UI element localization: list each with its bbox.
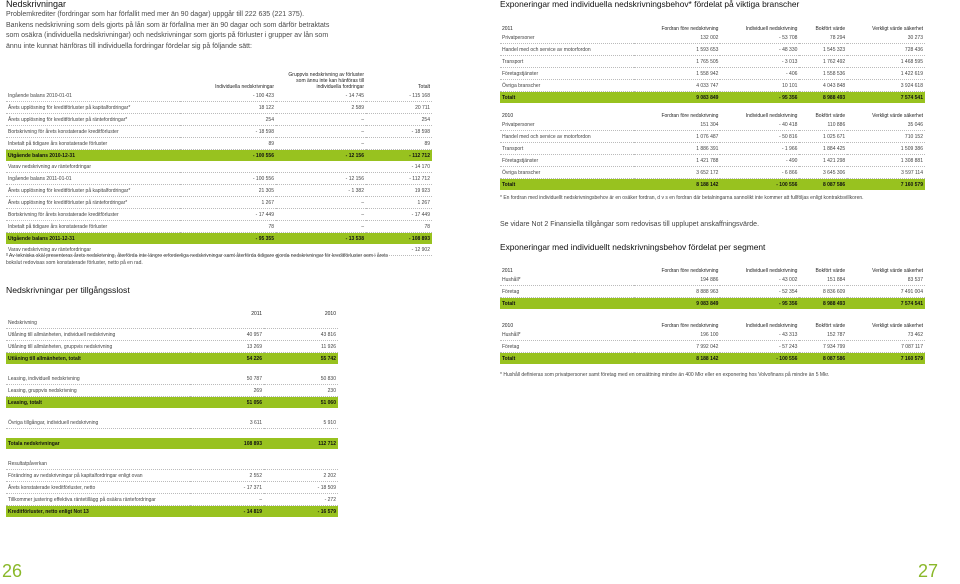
- table-cell: Bortskrivning för årets konstaterade kreditförluster: [6, 209, 180, 221]
- table-row: [6, 197, 432, 209]
- table-cell: 7 574 541: [847, 298, 925, 310]
- table-cell: - 490: [720, 155, 799, 167]
- table-cell: 35 046: [847, 119, 925, 131]
- table-cell: - 16 579: [264, 506, 338, 518]
- intro-line: ännu inte kunnat hänföras till individuella fordringar fördelar sig på följande sätt:: [6, 42, 252, 50]
- table-cell: 8 188 142: [634, 179, 720, 191]
- table-row: [500, 286, 925, 298]
- table-row: [500, 131, 925, 143]
- col-header-2010: 2010: [324, 311, 336, 317]
- table-cell: - 52 354: [720, 286, 799, 298]
- table-cell: 1 884 425: [799, 143, 847, 155]
- table-cell: Totalt: [500, 179, 634, 191]
- table-cell: Kreditförluster, netto enligt Not 13: [6, 506, 190, 518]
- table-cell: 1 076 487: [634, 131, 720, 143]
- per-asset-table: [6, 306, 338, 517]
- col-header: Verkligt värde säkerhet: [872, 268, 923, 274]
- table-cell: 110 886: [799, 119, 847, 131]
- col-header: Fordran före nedskrivning: [661, 26, 719, 32]
- table-cell: 1 765 505: [634, 56, 720, 68]
- table-cell: 1 422 619: [847, 68, 925, 80]
- col-header: Verkligt värde säkerhet: [872, 113, 923, 119]
- table-cell: 151 304: [634, 119, 720, 131]
- table-header-row: [500, 263, 925, 274]
- table-cell: - 17 449: [180, 209, 276, 221]
- table-cell: 8 087 586: [799, 353, 847, 365]
- table-cell: 7 992 042: [634, 341, 720, 353]
- table-cell: 50 787: [190, 373, 264, 385]
- table-cell: - 43 002: [720, 274, 799, 286]
- table-cell: –: [276, 114, 366, 126]
- col-header: Verkligt värde säkerhet: [872, 323, 923, 329]
- table-cell: - 112 712: [366, 173, 432, 185]
- table-cell: 194 886: [634, 274, 720, 286]
- table-cell: - 95 356: [720, 298, 799, 310]
- table-cell: 3 652 172: [634, 167, 720, 179]
- table-cell: 9 083 849: [634, 298, 720, 310]
- table-cell: [276, 161, 366, 173]
- table-cell: 19 923: [366, 185, 432, 197]
- footnote-line: bokslut redovisas som konstaterade förluster, netto på en rad.: [6, 260, 143, 266]
- table-cell: 1 267: [366, 197, 432, 209]
- table-row: [500, 274, 925, 286]
- table-cell: 152 787: [799, 329, 847, 341]
- table-row: [6, 221, 432, 233]
- col-header: Totalt: [418, 84, 430, 90]
- table-cell: 8 988 493: [799, 92, 847, 104]
- table-row: [6, 209, 432, 221]
- spacer-row: [6, 364, 338, 373]
- intro-paragraph: [6, 10, 426, 52]
- table-cell: - 95 356: [720, 92, 799, 104]
- table-cell: - 17 449: [366, 209, 432, 221]
- year-label: 2011: [502, 26, 513, 32]
- table-cell: - 100 556: [720, 179, 799, 191]
- spacer-row: [6, 408, 338, 417]
- table-cell: - 57 243: [720, 341, 799, 353]
- intro-line: Bankens nedskrivning som dels gjorts på lån som är förfallna mer än 90 dagar och som därför betraktats: [6, 21, 330, 29]
- table-cell: 11 926: [264, 341, 338, 353]
- table-row: [500, 155, 925, 167]
- table-row: [500, 179, 925, 191]
- table-cell: - 1 382: [276, 185, 366, 197]
- table-cell: - 12 156: [276, 173, 366, 185]
- table-cell: 1 421 788: [634, 155, 720, 167]
- table-cell: Ingående balans 2011-01-01: [6, 173, 180, 185]
- table-row: [6, 138, 432, 150]
- footnote-individual: * En fordran med individuellt nedskrivningsbehov är en osäker fordran, d v s en fordran där betalningarna sannolikt inte kommer att fullföljas enligt kontraktsvillkoren.: [500, 195, 864, 201]
- table-cell: [180, 161, 276, 173]
- col-header: Bokfört värde: [815, 268, 846, 274]
- table-cell: - 100 423: [180, 90, 276, 102]
- table-cell: Årets upplösning för kreditförluster på kapitalfordringar*: [6, 102, 180, 114]
- table-cell: Årets konstaterade kreditförluster, netto: [6, 482, 190, 494]
- table-cell: Tillkommer justering effektiva räntetillägg på osäkra räntefordringar: [6, 494, 190, 506]
- col-header-2011: 2011: [251, 311, 262, 317]
- table-row: [500, 68, 925, 80]
- table-cell: Hushåll*: [500, 274, 634, 286]
- table-cell: Inbetalt på tidigare års konstaterade förluster: [6, 221, 180, 233]
- table-row: [500, 119, 925, 131]
- table-cell: 1 267: [180, 197, 276, 209]
- table-cell: Handel med och service av motorfordon: [500, 44, 634, 56]
- table-cell: 13 269: [190, 341, 264, 353]
- intro-line: som osäkra (individuella nedskrivningar) och nedskrivningar som gjorts på förluster i grupper av lån som: [6, 32, 329, 40]
- table-cell: 7 160 579: [847, 179, 925, 191]
- table-cell: - 17 371: [190, 482, 264, 494]
- table-cell: 254: [366, 114, 432, 126]
- table-cell: Hushåll*: [500, 329, 634, 341]
- table-cell: Bortskrivning för årets konstaterade kreditförluster: [6, 126, 180, 138]
- table-cell: Årets upplösning för kreditförluster på räntefordringar*: [6, 114, 180, 126]
- table-row: [6, 114, 432, 126]
- table-cell: 10 101: [720, 80, 799, 92]
- table-cell: - 6 866: [720, 167, 799, 179]
- page-heading-exposures: Exponeringar med individuella nedskrivningsbehov* fördelat på viktiga branscher: [500, 0, 800, 9]
- table-row: [6, 470, 338, 482]
- table-cell: 112 712: [264, 438, 338, 449]
- table-cell: 1 025 671: [799, 131, 847, 143]
- table-cell: Övriga tillgångar, individuell nedskrivning: [6, 417, 190, 429]
- table-cell: 1 509 386: [847, 143, 925, 155]
- table-cell: Utgående balans 2011-12-31: [6, 233, 180, 245]
- page-number-right: 27: [918, 561, 939, 581]
- table-cell: 40 957: [190, 329, 264, 341]
- table-cell: 1 558 536: [799, 68, 847, 80]
- table-cell: –: [190, 494, 264, 506]
- table-cell: 89: [366, 138, 432, 150]
- reference-note-2: Se vidare Not 2 Finansiella tillgångar som redovisas till upplupet anskaffningsvärde.: [500, 221, 760, 228]
- table-cell: - 14 819: [190, 506, 264, 518]
- table-cell: Totala nedskrivningar: [6, 438, 190, 449]
- table-cell: 18 122: [180, 102, 276, 114]
- table-cell: 1 762 492: [799, 56, 847, 68]
- table-cell: - 95 355: [180, 233, 276, 245]
- table-cell: [264, 317, 338, 329]
- table-row: [500, 92, 925, 104]
- table-cell: 1 593 653: [634, 44, 720, 56]
- table-cell: Handel med och service av motorfordon: [500, 131, 634, 143]
- table-cell: Totalt: [500, 92, 634, 104]
- table-cell: Totalt: [500, 353, 634, 365]
- table-cell: - 40 418: [720, 119, 799, 131]
- table-cell: 151 884: [799, 274, 847, 286]
- table-row: [500, 44, 925, 56]
- table-cell: 196 100: [634, 329, 720, 341]
- table-cell: 710 152: [847, 131, 925, 143]
- year-label: 2010: [502, 323, 514, 329]
- table-cell: 8 087 586: [799, 179, 847, 191]
- table-cell: [190, 317, 264, 329]
- col-header: Individuell nedskrivning: [745, 268, 798, 274]
- table-cell: 78: [180, 221, 276, 233]
- col-header: Verkligt värde säkerhet: [872, 26, 923, 32]
- table-row: [6, 102, 432, 114]
- table-cell: Totalt: [500, 298, 634, 310]
- table-cell: 1 421 298: [799, 155, 847, 167]
- table-row: [500, 167, 925, 179]
- table-cell: 78: [366, 221, 432, 233]
- table-cell: –: [276, 126, 366, 138]
- footnote-line: * Av tekniska skäl presenteras årets nedskrivning, återförda inte längre erforderliga nedskrivningar samt återförda tidigare gjorda nedskrivningar för kreditförluster som i årets: [6, 253, 389, 259]
- col-header: Fordran före nedskrivning: [661, 268, 719, 274]
- table-cell: 7 574 541: [847, 92, 925, 104]
- table-cell: 2 202: [264, 470, 338, 482]
- table-row: [6, 317, 338, 329]
- table-cell: 3 924 618: [847, 80, 925, 92]
- table-cell: Privatpersoner: [500, 32, 634, 44]
- table-cell: Leasing, gruppvis nedskrivning: [6, 385, 190, 397]
- table-cell: Inbetalt på tidigare års konstaterade förluster: [6, 138, 180, 150]
- table-row: [6, 90, 432, 102]
- table-cell: Årets upplösning för kreditförluster på kapitalfordringar*: [6, 185, 180, 197]
- table-row: [6, 506, 338, 518]
- segment-table-2010: [500, 318, 925, 364]
- table-cell: 4 033 747: [634, 80, 720, 92]
- col-header: Bokfört värde: [815, 26, 846, 32]
- footnote-households: * Hushåll definieras som privatpersoner samt företag med en omsättning mindre än 400 Mkr eller en exponering hos Volvofinans på mindre än 5 Mkr.: [500, 372, 830, 378]
- table-row: [6, 385, 338, 397]
- table-cell: 20 711: [366, 102, 432, 114]
- table-header-row: [500, 21, 925, 32]
- table-cell: - 12 156: [276, 150, 366, 162]
- table-cell: - 14 745: [276, 90, 366, 102]
- table-cell: - 112 712: [366, 150, 432, 162]
- col-header: Individuella nedskrivningar: [215, 84, 274, 90]
- table-row: [6, 329, 338, 341]
- table-row: [6, 417, 338, 429]
- table-cell: 1 886 391: [634, 143, 720, 155]
- table-cell: –: [276, 209, 366, 221]
- table-cell: 43 816: [264, 329, 338, 341]
- table-cell: Varav nedskrivning av räntefordringar: [6, 244, 180, 256]
- exposure-branch-table-2010: [500, 108, 925, 190]
- table-cell: 7 491 004: [847, 286, 925, 298]
- table-cell: [264, 458, 338, 470]
- table-row: [6, 482, 338, 494]
- col-header: Gruppvis nedskrivning av förluster som ännu inte kan hänföras till individuella fordringar: [288, 72, 364, 90]
- table-cell: 8 188 142: [634, 353, 720, 365]
- table-cell: Utgående balans 2010-12-31: [6, 150, 180, 162]
- table-cell: - 18 509: [264, 482, 338, 494]
- table-cell: 4 043 848: [799, 80, 847, 92]
- table-row: [6, 397, 338, 409]
- table-row: [500, 329, 925, 341]
- table-cell: - 18 598: [180, 126, 276, 138]
- table-cell: 8 836 609: [799, 286, 847, 298]
- table-cell: - 12 902: [366, 244, 432, 256]
- table-row: [500, 143, 925, 155]
- table-cell: 21 305: [180, 185, 276, 197]
- provisions-table: [6, 66, 432, 256]
- table-header-row: [6, 66, 432, 90]
- table-cell: Privatpersoner: [500, 119, 634, 131]
- table-row: [6, 150, 432, 162]
- table-cell: 55 742: [264, 353, 338, 365]
- table-cell: Årets upplösning för kreditförluster på räntefordringar*: [6, 197, 180, 209]
- table-cell: - 53 708: [720, 32, 799, 44]
- table-cell: - 108 893: [366, 233, 432, 245]
- heading-per-segment: Exponeringar med individuellt nedskrivningsbehov fördelat per segment: [500, 242, 766, 252]
- table-cell: 5 910: [264, 417, 338, 429]
- table-cell: Leasing, individuell nedskrivning: [6, 373, 190, 385]
- table-row: [6, 494, 338, 506]
- table-cell: –: [276, 138, 366, 150]
- table-cell: Övriga branscher: [500, 80, 634, 92]
- table-cell: 108 893: [190, 438, 264, 449]
- table-cell: 73 462: [847, 329, 925, 341]
- table-cell: Företag: [500, 286, 634, 298]
- table-row: [6, 458, 338, 470]
- table-row: [6, 341, 338, 353]
- segment-table-2011: [500, 263, 925, 309]
- table-cell: Varav nedskrivning av räntefordringar: [6, 161, 180, 173]
- table-cell: 2 552: [190, 470, 264, 482]
- table-cell: - 50 816: [720, 131, 799, 143]
- table-cell: Transport: [500, 56, 634, 68]
- table-header-row: [500, 318, 925, 329]
- table-cell: 230: [264, 385, 338, 397]
- table-cell: 2 589: [276, 102, 366, 114]
- year-label: 2010: [502, 113, 514, 119]
- table-row: [6, 233, 432, 245]
- table-row: [500, 56, 925, 68]
- footnote-technical: [6, 253, 426, 267]
- table-row: [6, 438, 338, 449]
- page-number-left: 26: [2, 561, 23, 581]
- table-row: [500, 353, 925, 365]
- table-cell: 89: [180, 138, 276, 150]
- table-row: [500, 341, 925, 353]
- col-header: Bokfört värde: [815, 323, 846, 329]
- table-row: [6, 353, 338, 365]
- table-cell: 1 545 323: [799, 44, 847, 56]
- table-cell: - 115 168: [366, 90, 432, 102]
- table-cell: 254: [180, 114, 276, 126]
- table-cell: Utlåning till allmänheten, individuell nedskrivning: [6, 329, 190, 341]
- table-cell: - 100 556: [180, 150, 276, 162]
- table-cell: - 1 966: [720, 143, 799, 155]
- table-cell: 1 308 881: [847, 155, 925, 167]
- table-cell: [190, 458, 264, 470]
- table-cell: - 43 313: [720, 329, 799, 341]
- table-cell: Utlåning till allmänheten, gruppvis nedskrivning: [6, 341, 190, 353]
- table-cell: - 272: [264, 494, 338, 506]
- table-cell: Transport: [500, 143, 634, 155]
- table-row: [500, 298, 925, 310]
- table-cell: Företag: [500, 341, 634, 353]
- table-cell: 83 537: [847, 274, 925, 286]
- table-cell: 3 645 306: [799, 167, 847, 179]
- table-row: [6, 173, 432, 185]
- table-cell: 1 468 595: [847, 56, 925, 68]
- table-cell: 3 611: [190, 417, 264, 429]
- table-cell: 7 160 579: [847, 353, 925, 365]
- table-cell: Leasing, totalt: [6, 397, 190, 409]
- table-row: [6, 126, 432, 138]
- intro-line: Problemkrediter (fordringar som har förfallit med mer än 90 dagar) uppgår till 222 635 (221 375).: [6, 11, 305, 18]
- exposure-branch-table-2011: [500, 21, 925, 103]
- col-header: Bokfört värde: [815, 113, 846, 119]
- table-cell: 8 888 963: [634, 286, 720, 298]
- table-cell: 269: [190, 385, 264, 397]
- table-cell: - 3 013: [720, 56, 799, 68]
- table-cell: - 18 598: [366, 126, 432, 138]
- spacer-row: [6, 429, 338, 439]
- table-cell: 7 934 799: [799, 341, 847, 353]
- table-cell: Företagstjänster: [500, 155, 634, 167]
- table-cell: - 48 330: [720, 44, 799, 56]
- table-cell: 54 226: [190, 353, 264, 365]
- table-row: [6, 161, 432, 173]
- table-row: [500, 32, 925, 44]
- table-cell: Förändring av nedskrivningar på kapitalfordringar enligt ovan: [6, 470, 190, 482]
- table-row: [6, 185, 432, 197]
- table-cell: –: [276, 221, 366, 233]
- table-cell: - 13 538: [276, 233, 366, 245]
- table-cell: 132 002: [634, 32, 720, 44]
- table-cell: Nedskrivning: [6, 317, 190, 329]
- table-cell: - 100 556: [180, 173, 276, 185]
- table-cell: 50 830: [264, 373, 338, 385]
- table-cell: 7 087 117: [847, 341, 925, 353]
- col-header: Individuell nedskrivning: [745, 323, 798, 329]
- table-cell: 51 056: [190, 397, 264, 409]
- year-label: 2011: [502, 268, 513, 274]
- col-header: Individuell nedskrivning: [745, 113, 798, 119]
- table-cell: 8 988 493: [799, 298, 847, 310]
- section-title-per-asset: Nedskrivningar per tillgångsslost: [6, 285, 130, 295]
- table-cell: - 406: [720, 68, 799, 80]
- col-header: Individuell nedskrivning: [745, 26, 798, 32]
- table-cell: Ingående balans 2010-01-01: [6, 90, 180, 102]
- table-cell: Resultatpåverkan: [6, 458, 190, 470]
- table-header-row: [500, 108, 925, 119]
- col-header: Fordran före nedskrivning: [661, 323, 719, 329]
- table-cell: Företagstjänster: [500, 68, 634, 80]
- table-cell: 78 294: [799, 32, 847, 44]
- table-cell: Utlåning till allmänheten, totalt: [6, 353, 190, 365]
- table-cell: 30 273: [847, 32, 925, 44]
- table-cell: 3 597 114: [847, 167, 925, 179]
- spacer-row: [6, 449, 338, 458]
- table-cell: 728 436: [847, 44, 925, 56]
- table-row: [500, 80, 925, 92]
- table-cell: 1 558 942: [634, 68, 720, 80]
- col-header: Fordran före nedskrivning: [661, 113, 719, 119]
- table-cell: 9 083 849: [634, 92, 720, 104]
- table-cell: Övriga branscher: [500, 167, 634, 179]
- table-cell: 51 060: [264, 397, 338, 409]
- table-row: [6, 373, 338, 385]
- table-cell: - 14 170: [366, 161, 432, 173]
- page-heading-nedskrivningar: Nedskrivningar: [6, 0, 67, 9]
- table-cell: - 100 556: [720, 353, 799, 365]
- table-header-row: [6, 306, 338, 317]
- table-cell: –: [276, 197, 366, 209]
